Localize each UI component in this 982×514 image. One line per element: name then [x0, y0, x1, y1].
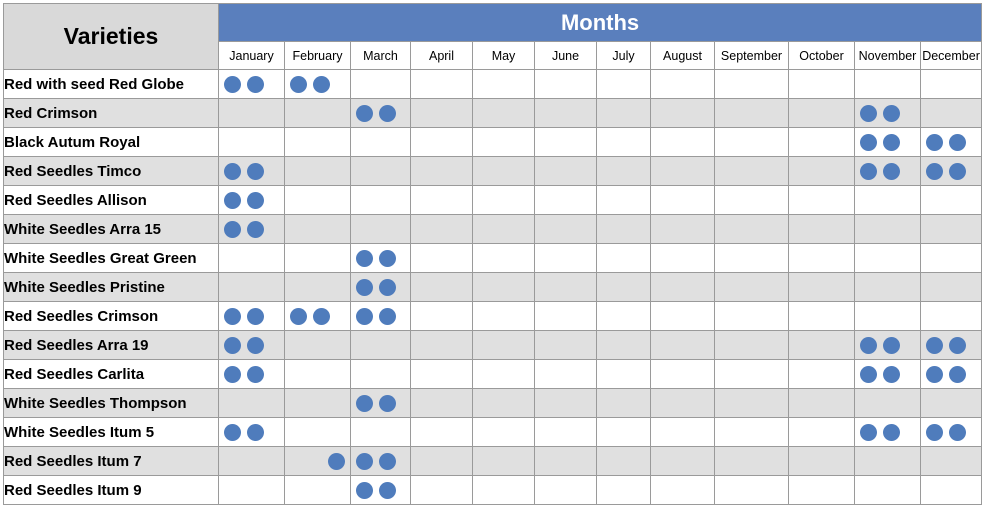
month-header-november: November	[855, 42, 921, 70]
availability-dot-icon	[860, 134, 877, 151]
availability-cell	[411, 186, 473, 215]
availability-dot-icon	[313, 308, 330, 325]
month-header-march: March	[351, 42, 411, 70]
availability-dot-icon	[860, 105, 877, 122]
availability-cell	[715, 447, 789, 476]
availability-dot-icon	[926, 366, 943, 383]
availability-cell	[855, 157, 921, 186]
availability-cell	[789, 244, 855, 273]
availability-cell	[921, 418, 982, 447]
availability-cell	[219, 273, 285, 302]
availability-cell	[597, 99, 651, 128]
availability-dot-icon	[247, 192, 264, 209]
availability-cell	[351, 360, 411, 389]
table-row	[4, 215, 982, 244]
availability-dot-icon	[356, 250, 373, 267]
availability-cell	[855, 215, 921, 244]
availability-cell	[651, 215, 715, 244]
availability-dot-icon	[224, 366, 241, 383]
availability-cell	[473, 447, 535, 476]
availability-cell	[535, 331, 597, 360]
availability-dot-icon	[356, 308, 373, 325]
availability-cell	[535, 360, 597, 389]
availability-cell	[473, 128, 535, 157]
availability-cell	[285, 70, 351, 99]
availability-cell	[535, 70, 597, 99]
month-header-september: September	[715, 42, 789, 70]
availability-cell	[789, 273, 855, 302]
availability-cell	[855, 389, 921, 418]
availability-dot-icon	[247, 424, 264, 441]
availability-cell	[597, 476, 651, 505]
availability-dot-icon	[356, 105, 373, 122]
availability-cell	[715, 360, 789, 389]
availability-dot-icon	[356, 279, 373, 296]
availability-dot-icon	[247, 366, 264, 383]
availability-cell	[535, 418, 597, 447]
availability-dot-icon	[926, 163, 943, 180]
availability-cell	[651, 128, 715, 157]
variety-label: Red Crimson	[4, 99, 219, 128]
availability-cell	[921, 215, 982, 244]
availability-dot-icon	[247, 163, 264, 180]
availability-cell	[651, 360, 715, 389]
availability-cell	[921, 389, 982, 418]
availability-cell	[411, 273, 473, 302]
availability-cell	[597, 273, 651, 302]
availability-cell	[473, 331, 535, 360]
months-header: Months	[219, 4, 982, 42]
availability-cell	[285, 128, 351, 157]
availability-cell	[597, 128, 651, 157]
availability-dot-icon	[926, 424, 943, 441]
availability-cell	[597, 215, 651, 244]
availability-dot-icon	[379, 482, 396, 499]
availability-cell	[789, 157, 855, 186]
availability-dot-icon	[379, 395, 396, 412]
variety-label: White Seedles Arra 15	[4, 215, 219, 244]
variety-label: White Seedles Great Green	[4, 244, 219, 273]
availability-cell	[715, 244, 789, 273]
month-header-october: October	[789, 42, 855, 70]
availability-cell	[597, 360, 651, 389]
availability-cell	[473, 476, 535, 505]
availability-dot-icon	[883, 134, 900, 151]
availability-cell	[411, 244, 473, 273]
table-row	[4, 244, 982, 273]
availability-cell	[535, 99, 597, 128]
availability-cell	[411, 99, 473, 128]
availability-dot-icon	[290, 76, 307, 93]
availability-dot-icon	[949, 163, 966, 180]
availability-cell	[351, 99, 411, 128]
availability-dot-icon	[883, 424, 900, 441]
availability-cell	[715, 331, 789, 360]
availability-cell	[855, 331, 921, 360]
variety-label: Red Seedles Itum 9	[4, 476, 219, 505]
availability-cell	[535, 215, 597, 244]
availability-cell	[351, 244, 411, 273]
availability-cell	[651, 157, 715, 186]
availability-cell	[651, 186, 715, 215]
availability-cell	[219, 215, 285, 244]
availability-cell	[597, 302, 651, 331]
availability-cell	[285, 99, 351, 128]
availability-cell	[715, 128, 789, 157]
availability-cell	[411, 447, 473, 476]
availability-dot-icon	[356, 453, 373, 470]
table-row	[4, 447, 982, 476]
variety-label: Red with seed Red Globe	[4, 70, 219, 99]
availability-cell	[789, 476, 855, 505]
availability-cell	[715, 302, 789, 331]
availability-dot-icon	[224, 163, 241, 180]
availability-cell	[219, 99, 285, 128]
availability-cell	[219, 418, 285, 447]
availability-cell	[651, 447, 715, 476]
availability-cell	[597, 186, 651, 215]
availability-cell	[351, 418, 411, 447]
availability-dot-icon	[860, 163, 877, 180]
variety-label: Red Seedles Timco	[4, 157, 219, 186]
availability-cell	[597, 418, 651, 447]
availability-cell	[597, 331, 651, 360]
availability-cell	[715, 273, 789, 302]
availability-cell	[351, 157, 411, 186]
availability-cell	[219, 186, 285, 215]
availability-cell	[473, 389, 535, 418]
table-row	[4, 157, 982, 186]
availability-cell	[535, 186, 597, 215]
availability-cell	[351, 186, 411, 215]
availability-dot-icon	[949, 337, 966, 354]
month-header-february: February	[285, 42, 351, 70]
availability-cell	[473, 186, 535, 215]
table-row	[4, 186, 982, 215]
availability-cell	[855, 128, 921, 157]
availability-cell	[651, 476, 715, 505]
availability-cell	[921, 244, 982, 273]
availability-cell	[855, 418, 921, 447]
availability-dot-icon	[949, 134, 966, 151]
availability-cell	[411, 418, 473, 447]
month-header-january: January	[219, 42, 285, 70]
table-row	[4, 418, 982, 447]
availability-cell	[651, 302, 715, 331]
availability-cell	[219, 244, 285, 273]
availability-cell	[285, 418, 351, 447]
table-row	[4, 476, 982, 505]
availability-cell	[473, 215, 535, 244]
availability-cell	[921, 99, 982, 128]
availability-cell	[473, 302, 535, 331]
availability-cell	[351, 128, 411, 157]
availability-dot-icon	[224, 221, 241, 238]
availability-dot-icon	[224, 424, 241, 441]
month-header-june: June	[535, 42, 597, 70]
availability-dot-icon	[860, 366, 877, 383]
availability-cell	[921, 360, 982, 389]
availability-cell	[789, 128, 855, 157]
availability-cell	[651, 418, 715, 447]
availability-cell	[219, 331, 285, 360]
availability-cell	[855, 70, 921, 99]
availability-cell	[715, 157, 789, 186]
availability-cell	[855, 447, 921, 476]
availability-cell	[651, 70, 715, 99]
availability-dot-icon	[379, 105, 396, 122]
availability-cell	[411, 389, 473, 418]
availability-cell	[351, 215, 411, 244]
availability-cell	[715, 215, 789, 244]
availability-cell	[285, 447, 351, 476]
month-header-july: July	[597, 42, 651, 70]
availability-cell	[351, 302, 411, 331]
month-header-december: December	[921, 42, 982, 70]
availability-dot-icon	[883, 105, 900, 122]
table-row	[4, 389, 982, 418]
availability-dot-icon	[883, 337, 900, 354]
availability-cell	[473, 360, 535, 389]
availability-dot-icon	[379, 453, 396, 470]
variety-label: White Seedles Pristine	[4, 273, 219, 302]
availability-cell	[789, 302, 855, 331]
availability-cell	[921, 273, 982, 302]
availability-cell	[411, 157, 473, 186]
availability-cell	[789, 360, 855, 389]
availability-cell	[285, 331, 351, 360]
availability-cell	[473, 244, 535, 273]
month-header-may: May	[473, 42, 535, 70]
availability-cell	[535, 128, 597, 157]
variety-label: Red Seedles Allison	[4, 186, 219, 215]
availability-cell	[855, 360, 921, 389]
availability-cell	[285, 273, 351, 302]
table-row	[4, 302, 982, 331]
availability-cell	[535, 273, 597, 302]
availability-cell	[789, 418, 855, 447]
availability-cell	[535, 302, 597, 331]
availability-cell	[535, 157, 597, 186]
availability-cell	[535, 389, 597, 418]
availability-cell	[285, 244, 351, 273]
variety-label: Black Autum Royal	[4, 128, 219, 157]
table-row	[4, 273, 982, 302]
availability-cell	[411, 331, 473, 360]
month-header-august: August	[651, 42, 715, 70]
availability-dot-icon	[379, 250, 396, 267]
availability-cell	[651, 389, 715, 418]
availability-cell	[789, 186, 855, 215]
availability-table	[3, 3, 982, 505]
availability-cell	[789, 447, 855, 476]
availability-dot-icon	[883, 366, 900, 383]
table-row	[4, 99, 982, 128]
availability-dot-icon	[926, 134, 943, 151]
availability-cell	[351, 389, 411, 418]
availability-cell	[535, 244, 597, 273]
availability-dot-icon	[949, 366, 966, 383]
availability-cell	[219, 128, 285, 157]
availability-cell	[855, 476, 921, 505]
availability-cell	[651, 331, 715, 360]
availability-cell	[351, 476, 411, 505]
availability-dot-icon	[883, 163, 900, 180]
availability-dot-icon	[926, 337, 943, 354]
availability-cell	[219, 389, 285, 418]
availability-cell	[921, 302, 982, 331]
availability-chart	[0, 3, 982, 514]
availability-cell	[219, 447, 285, 476]
availability-cell	[855, 302, 921, 331]
availability-cell	[411, 360, 473, 389]
availability-dot-icon	[224, 308, 241, 325]
availability-cell	[715, 99, 789, 128]
variety-label: Red Seedles Carlita	[4, 360, 219, 389]
table-row	[4, 70, 982, 99]
variety-label: Red Seedles Crimson	[4, 302, 219, 331]
availability-cell	[351, 70, 411, 99]
availability-dot-icon	[247, 308, 264, 325]
availability-cell	[789, 215, 855, 244]
availability-cell	[219, 157, 285, 186]
variety-label: Red Seedles Arra 19	[4, 331, 219, 360]
availability-cell	[921, 476, 982, 505]
availability-dot-icon	[328, 453, 345, 470]
availability-cell	[855, 186, 921, 215]
availability-cell	[855, 273, 921, 302]
availability-cell	[285, 157, 351, 186]
availability-cell	[597, 389, 651, 418]
availability-dot-icon	[860, 424, 877, 441]
availability-cell	[411, 70, 473, 99]
availability-dot-icon	[224, 76, 241, 93]
availability-cell	[473, 157, 535, 186]
availability-cell	[411, 302, 473, 331]
availability-dot-icon	[379, 279, 396, 296]
availability-dot-icon	[224, 192, 241, 209]
availability-dot-icon	[356, 395, 373, 412]
availability-dot-icon	[356, 482, 373, 499]
variety-label: White Seedles Itum 5	[4, 418, 219, 447]
availability-cell	[285, 476, 351, 505]
availability-cell	[597, 447, 651, 476]
availability-dot-icon	[379, 308, 396, 325]
availability-dot-icon	[247, 337, 264, 354]
availability-cell	[351, 331, 411, 360]
availability-cell	[651, 99, 715, 128]
availability-cell	[285, 360, 351, 389]
month-header-april: April	[411, 42, 473, 70]
availability-cell	[535, 476, 597, 505]
table-row	[4, 128, 982, 157]
availability-cell	[219, 476, 285, 505]
availability-cell	[285, 186, 351, 215]
availability-cell	[351, 273, 411, 302]
availability-cell	[855, 244, 921, 273]
availability-dot-icon	[247, 221, 264, 238]
availability-cell	[921, 70, 982, 99]
availability-cell	[473, 99, 535, 128]
availability-cell	[855, 99, 921, 128]
variety-label: White Seedles Thompson	[4, 389, 219, 418]
availability-cell	[921, 447, 982, 476]
availability-dot-icon	[949, 424, 966, 441]
variety-label: Red Seedles Itum 7	[4, 447, 219, 476]
availability-cell	[219, 302, 285, 331]
availability-cell	[715, 389, 789, 418]
table-body	[4, 70, 982, 505]
table-row	[4, 331, 982, 360]
availability-cell	[597, 70, 651, 99]
availability-cell	[219, 70, 285, 99]
availability-dot-icon	[860, 337, 877, 354]
table-row	[4, 360, 982, 389]
availability-dot-icon	[247, 76, 264, 93]
availability-dot-icon	[224, 337, 241, 354]
availability-dot-icon	[313, 76, 330, 93]
availability-cell	[789, 331, 855, 360]
availability-cell	[921, 186, 982, 215]
varieties-header: Varieties	[4, 4, 219, 70]
availability-cell	[535, 447, 597, 476]
availability-cell	[473, 273, 535, 302]
availability-cell	[921, 128, 982, 157]
availability-cell	[411, 128, 473, 157]
availability-cell	[789, 70, 855, 99]
availability-cell	[285, 302, 351, 331]
availability-cell	[411, 215, 473, 244]
availability-cell	[715, 70, 789, 99]
availability-cell	[219, 360, 285, 389]
availability-cell	[651, 244, 715, 273]
availability-cell	[473, 70, 535, 99]
availability-cell	[921, 331, 982, 360]
availability-cell	[715, 476, 789, 505]
availability-cell	[597, 244, 651, 273]
header-row-top	[4, 4, 982, 42]
availability-cell	[473, 418, 535, 447]
availability-cell	[411, 476, 473, 505]
availability-cell	[651, 273, 715, 302]
availability-cell	[789, 389, 855, 418]
availability-cell	[351, 447, 411, 476]
availability-cell	[285, 215, 351, 244]
availability-dot-icon	[290, 308, 307, 325]
availability-cell	[285, 389, 351, 418]
availability-cell	[715, 186, 789, 215]
availability-cell	[789, 99, 855, 128]
availability-cell	[921, 157, 982, 186]
availability-cell	[597, 157, 651, 186]
availability-cell	[715, 418, 789, 447]
